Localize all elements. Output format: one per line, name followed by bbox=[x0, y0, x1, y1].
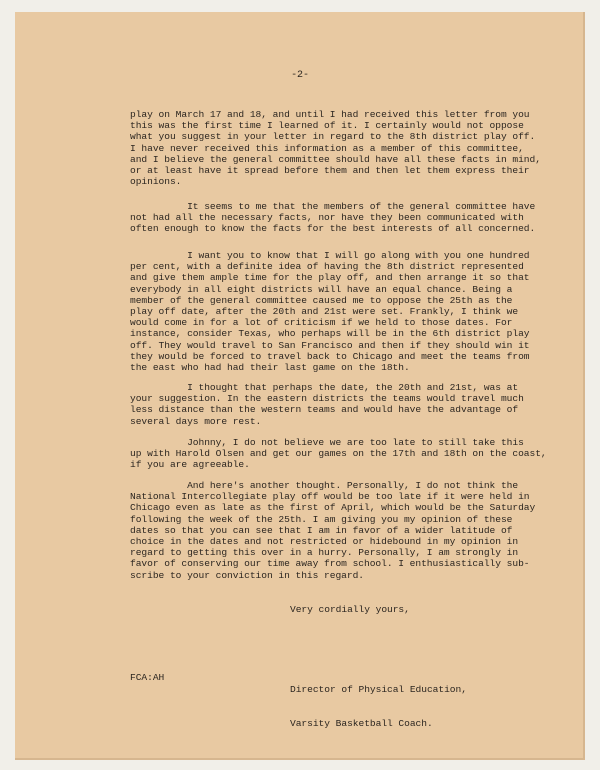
reference-initials: FCA:AH bbox=[130, 672, 165, 683]
complimentary-closing: Very cordially yours, bbox=[290, 604, 410, 615]
signature-title-line: Director of Physical Education, bbox=[290, 684, 467, 696]
body-paragraph-2: It seems to me that the members of the general committee have not had all the necessary facts, nor have they been communicated with often enough to know the facts for the best interests of all concerned. bbox=[130, 201, 536, 235]
body-paragraph-5: Johnny, I do not believe we are too late to still take this up with Harold Olsen and get our games on the 17th and 18th on the coast, if you are agreeable. bbox=[130, 437, 547, 471]
body-paragraph-6: And here's another thought. Personally, I do not think the National Intercollegiate play off would be too late if it were held in Chicago even as late as the first of April, which would be the Saturday following the week of the 25th. I am giving you my opinion of these dates so that you can see that I am in favor of a wider latitude of choice in the dates and not restricted or hidebound in my opinion in regard to getting this over in a hurry. Personally, I am strongly in favor of conserving our time away from school. I enthusiastically sub- scribe to your conviction in this regard. bbox=[130, 480, 536, 581]
signature-title-line: Varsity Basketball Coach. bbox=[290, 718, 433, 730]
letter-page bbox=[15, 12, 585, 760]
body-paragraph-1: play on March 17 and 18, and until I had received this letter from you this was the first time I learned of it. I certainly would not oppose what you suggest in your letter in regard to the 8th district play off. I have never received this information as a member of this committee, and I believe the general committee should have all these facts in mind, or at least have it spread before them and then let them express their opinions. bbox=[130, 109, 541, 188]
body-paragraph-4: I thought that perhaps the date, the 20th and 21st, was at your suggestion. In the eastern districts the teams would travel much less distance than the western teams and would have the advantage of several days more rest. bbox=[130, 382, 524, 427]
page-number: -2- bbox=[291, 70, 309, 81]
signature-block bbox=[290, 662, 467, 752]
body-paragraph-3: I want you to know that I will go along with you one hundred per cent, with a definite idea of having the 8th district represented and give them ample time for the play off, and then arrange it so that everybody in all eight districts will have an equal chance. Being a member of the general committee caused me to oppose the 25th as the play off date, after the 20th and 21st were set. Frankly, I think we would come in for a lot of criticism if we held to those dates. For instance, consider Texas, who perhaps will be in the 6th district play off. They would travel to San Francisco and then if they should win it they would be forced to travel back to Chicago and meet the teams from the east who had had their last game on the 18th. bbox=[130, 250, 530, 374]
